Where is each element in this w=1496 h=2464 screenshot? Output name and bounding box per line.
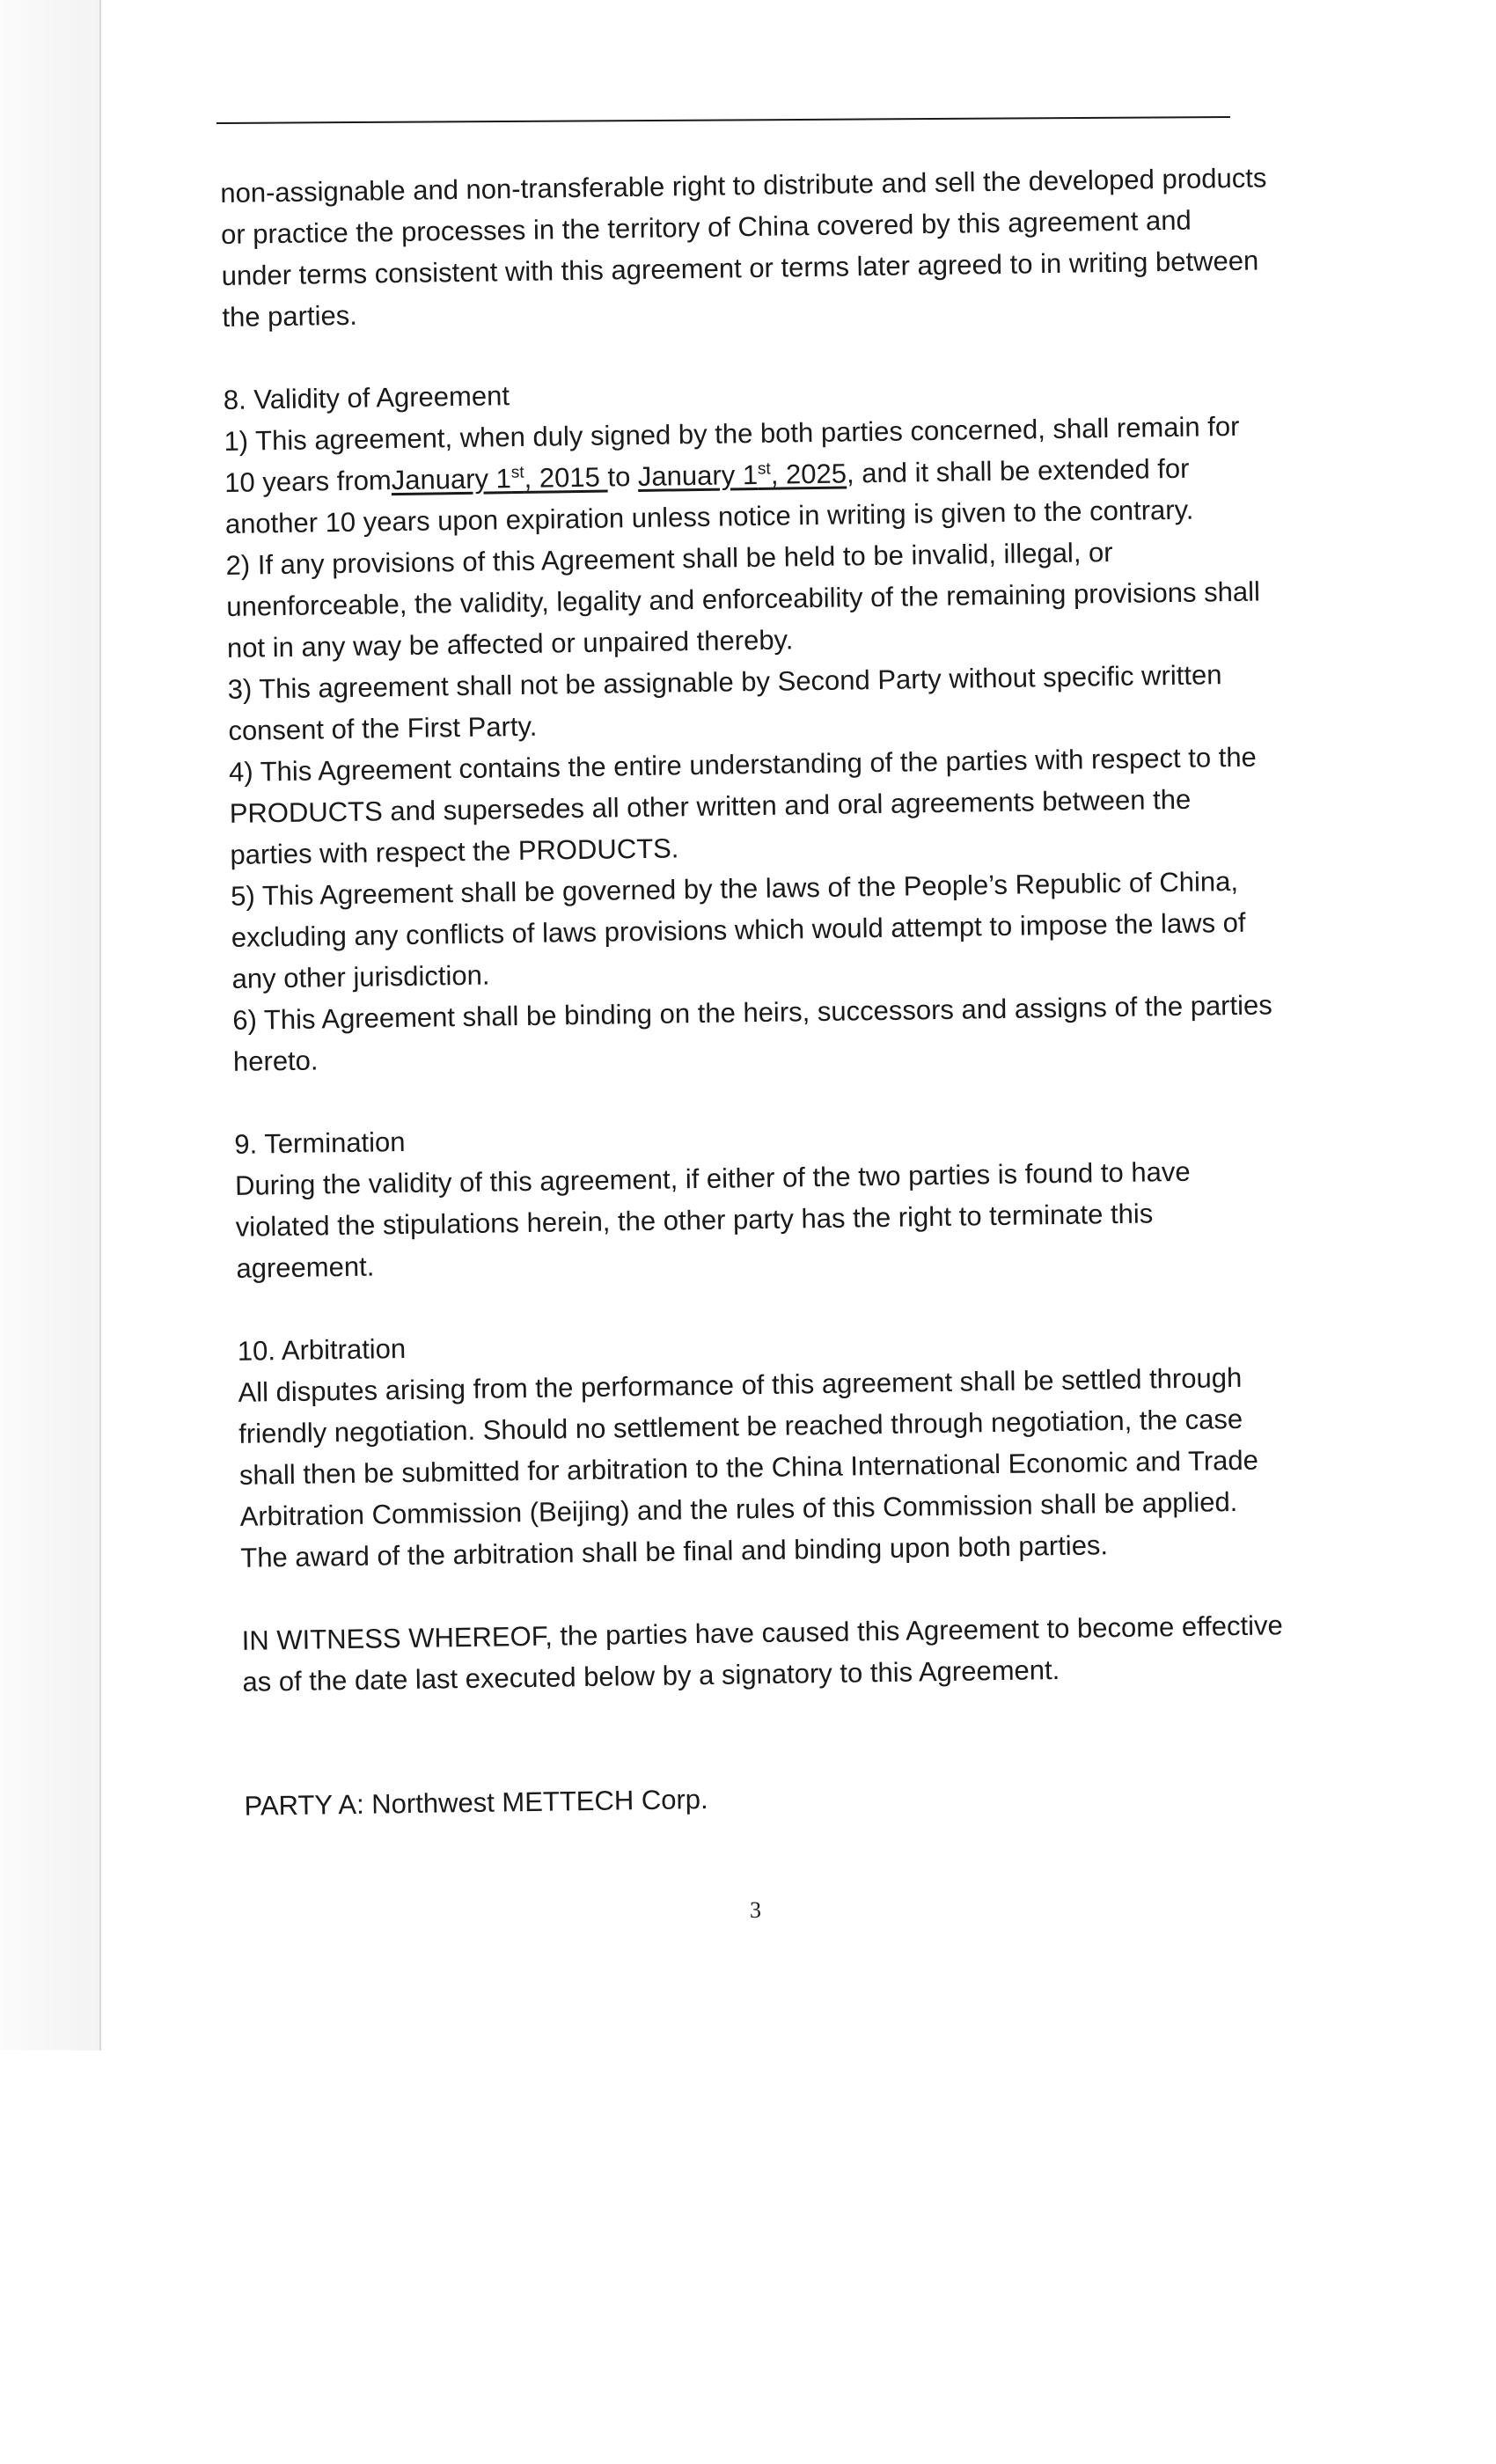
end-date-sup: st — [757, 459, 771, 479]
section-9-body: During the validity of this agreement, if either of the two parties is found to have violated the stipulations herein, the other party has the right to terminate this agreement. — [234, 1155, 1191, 1284]
end-date-year: , 2025 — [770, 458, 847, 490]
intro-paragraph: non-assignable and non-transferable right to distribute and sell the developed products or practice the processes in the territory of China covered by this agreement and under terms consistent with this agreement or terms later agreed to in writing between the parties. — [220, 162, 1267, 333]
page-edge-line — [99, 0, 101, 2050]
end-date-month: January 1 — [637, 458, 759, 492]
page-number: 3 — [750, 1897, 761, 1923]
party-a-line: PARTY A: Northwest METTECH Corp. — [244, 1783, 708, 1822]
section-8-item-5: 5) This Agreement shall be governed by the laws of the People’s Republic of China, excluding any conflicts of laws provisions which would attempt to impose the laws of any other jurisdiction. — [230, 865, 1246, 994]
start-date-month: January 1 — [391, 463, 512, 496]
start-date-sup: st — [510, 463, 524, 482]
section-8-heading: 8. Validity of Agreement — [223, 380, 510, 415]
scan-margin-shadow — [0, 0, 99, 2050]
item-1-before: 1) This agreement, when duly signed by the both parties concerned, shall remain for 10 years from — [224, 410, 1240, 498]
end-date — [638, 458, 847, 492]
witness-clause: IN WITNESS WHEREOF, the parties have caused this Agreement to become effective as of the date last executed below by a signatory to this Agreement. — [241, 1610, 1283, 1698]
section-8-item-1 — [224, 405, 1272, 545]
section-10-body: All disputes arising from the performance of this agreement shall be settled through friendly negotiation. Should no settlement be reached through negotiation, the case shall then be submitted for arbitration to the China International Economic and Trade Arbitration Commission (Beijing) and the rules of this Commission shall be applied. The award of the arbitration shall be final and binding upon both parties. — [238, 1361, 1259, 1573]
start-date-year: , 2015 — [524, 461, 608, 494]
document-body — [220, 157, 1292, 1826]
section-9-heading: 9. Termination — [234, 1126, 406, 1160]
item-1-middle: to — [607, 460, 639, 493]
item-1-after: , and it shall be extended for another 10 years upon expiration unless notice in writing is given to the contrary. — [224, 452, 1194, 539]
header-rule — [216, 116, 1230, 124]
section-8-item-2: 2) If any provisions of this Agreement shall be held to be invalid, illegal, or unenforceable, the validity, legality and enforceability of the remaining provisions shall not in any way be affected or unpaired thereby. — [225, 536, 1261, 664]
section-10-heading: 10. Arbitration — [237, 1333, 407, 1367]
section-8-item-6: 6) This Agreement shall be binding on the heirs, successors and assigns of the parties hereto. — [232, 989, 1272, 1077]
start-date — [391, 462, 607, 496]
section-8-item-3: 3) This agreement shall not be assignable by Second Party without specific written consent of the First Party. — [227, 659, 1222, 746]
section-8-item-4: 4) This Agreement contains the entire understanding of the parties with respect to the PRODUCTS and supersedes all other written and oral agreements between the parties with respect the PRODUCTS. — [228, 741, 1258, 870]
